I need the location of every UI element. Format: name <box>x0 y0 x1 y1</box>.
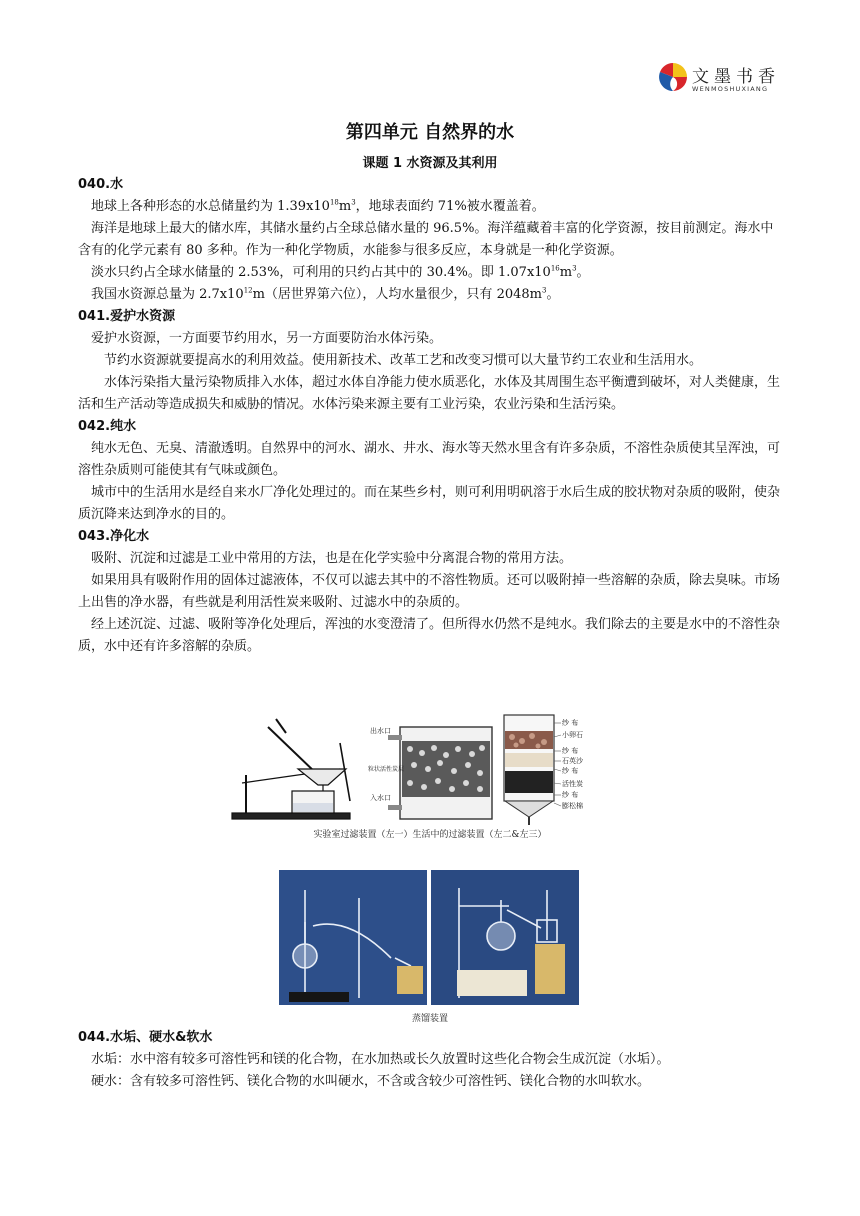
paragraph: 水垢：水中溶有较多可溶性钙和镁的化合物，在水加热或长久放置时这些化合物会生成沉淀（水垢）。 <box>91 1052 670 1067</box>
paragraph: 海洋是地球上最大的储水库，其储水量约占全球总储水量的 96.5%。海洋蕴藏着丰富的化学资源，按目前测定。海水中含有的化学元素有 80 多种。作为一种化学物质，水能参与很多反应，本身就是一种化学资源。 <box>78 221 774 258</box>
paragraph: 淡水只约占全球水储量的 2.53%，可利用的只约占其中的 30.4%。即 $1.07x10^{16}m^3$。 <box>91 264 590 280</box>
paragraph: 地球上各种形态的水总储量约为 $1.39x10^{18}m^3$，地球表面约 71%被水覆盖着。 <box>91 198 545 214</box>
layer-label: 纱 布 <box>562 747 579 755</box>
logo-subtext: WENMOSHUXIANG <box>692 85 769 93</box>
lesson-title: 课题 1 水资源及其利用 <box>362 156 498 171</box>
paragraph: 城市中的生活用水是经自来水厂净化处理过的。而在某些乡村，则可利用明矾溶于水后生成的胶状物对杂质的吸附，使杂质沉降来达到净水的目的。 <box>78 485 781 522</box>
paragraph: 我国水资源总量为 $2.7x10^{12}m$（居世界第六位），人均水量很少，只有 $2048m^3$。 <box>91 286 560 302</box>
logo-text: 文墨书香 <box>692 67 780 87</box>
carbon-label: 粒状活性炭层 <box>368 766 405 773</box>
section-heading-043: 043.净化水 <box>78 529 150 544</box>
filtration-figure <box>228 713 628 825</box>
paragraph: 吸附、沉淀和过滤是工业中常用的方法，也是在化学实验中分离混合物的常用方法。 <box>91 551 573 566</box>
paragraph: 如果用具有吸附作用的固体过滤液体，不仅可以滤去其中的不溶性物质。还可以吸附掉一些溶解的杂质，除去臭味。市场上出售的净水器，有些就是利用活性炭来吸附、过滤水中的杂质的。 <box>78 573 781 610</box>
figure-caption: 实验室过滤装置（左一）生活中的过滤装置（左二&左三） <box>313 830 547 840</box>
main-content-continued <box>78 1027 784 1093</box>
paragraph: 节约水资源就要提高水的利用效益。使用新技术、改革工艺和改变习惯可以大量节约工农业和生活用水。 <box>104 353 703 368</box>
lab-filter-apparatus <box>232 719 350 819</box>
paragraph: 纯水无色、无臭、清澈透明。自然界中的河水、湖水、井水、海水等天然水里含有许多杂质，不溶性杂质使其呈浑浊，可溶性杂质则可能使其有气味或颜色。 <box>78 441 781 478</box>
distillation-figure <box>279 870 579 1005</box>
page-title: 第四单元 自然界的水 <box>345 122 515 143</box>
logo-mark-icon <box>656 60 690 94</box>
layer-label: 纱 布 <box>562 719 579 727</box>
layer-label: 纱 布 <box>562 791 579 799</box>
paragraph: 经上述沉淀、过滤、吸附等净化处理后，浑浊的水变澄清了。但所得水仍然不是纯水。我们除去的主要是水中的不溶性杂质，水中还有许多溶解的杂质。 <box>78 617 781 654</box>
outlet-label: 出水口 <box>370 727 391 735</box>
household-filter-tank <box>368 726 492 819</box>
main-content <box>78 174 784 658</box>
paragraph: 硬水：含有较多可溶性钙、镁化合物的水叫硬水，不含或含较少可溶性钙、镁化合物的水叫软水。 <box>91 1074 651 1089</box>
layer-label: 膨松棉 <box>562 802 583 810</box>
section-heading-044: 044.水垢、硬水&软水 <box>78 1030 213 1045</box>
section-heading-041: 041.爱护水资源 <box>78 309 176 324</box>
layer-label: 小卵石 <box>562 731 583 739</box>
inlet-label: 入水口 <box>370 794 391 802</box>
paragraph: 爱护水资源，一方面要节约用水，另一方面要防治水体污染。 <box>91 331 443 346</box>
layer-label: 纱 布 <box>562 767 579 775</box>
section-heading-040: 040.水 <box>78 177 124 192</box>
layer-label: 活性炭 <box>562 780 583 788</box>
brand-logo <box>656 58 786 98</box>
layer-label: 石英沙 <box>562 757 583 765</box>
figure-caption: 蒸馏装置 <box>411 1014 448 1024</box>
layered-filter-column <box>504 715 584 825</box>
section-heading-042: 042.纯水 <box>78 419 137 434</box>
paragraph: 水体污染指大量污染物质排入水体，超过水体自净能力使水质恶化，水体及其周围生态平衡遭到破坏，对人类健康，生活和生产活动等造成损失和威胁的情况。水体污染来源主要有工业污染，农业污染和生活污染。 <box>78 375 781 412</box>
